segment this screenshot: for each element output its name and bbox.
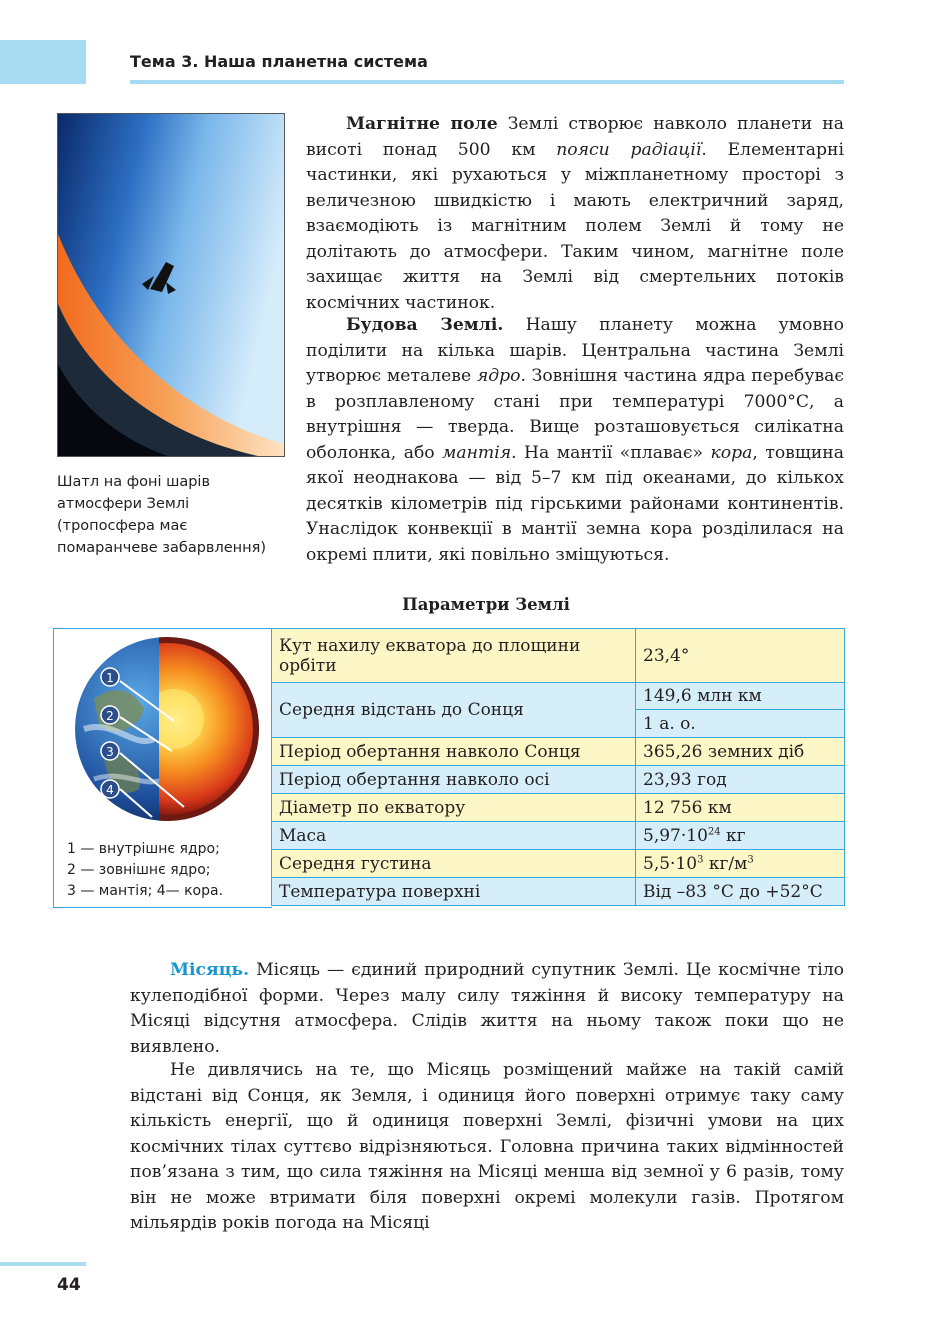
mass-exponent: 24 — [707, 825, 721, 837]
value-cell: 23,4° — [636, 629, 845, 683]
layer-marker-4: 4 — [106, 783, 114, 797]
table-row — [272, 794, 845, 822]
table-title: Параметри Землі — [402, 595, 570, 614]
value-cell: 149,6 млн км — [636, 683, 845, 710]
value-cell — [636, 850, 845, 878]
param-cell: Маса — [272, 822, 636, 850]
param-cell: Період обертання навколо осі — [272, 766, 636, 794]
value-cell: 12 756 км — [636, 794, 845, 822]
density-unit-exponent: 3 — [747, 853, 754, 865]
value-cell: 365,26 земних діб — [636, 738, 845, 766]
header-rule — [130, 80, 844, 84]
param-cell: Кут нахилу екватора до площини орбіти — [272, 629, 636, 683]
layers-legend — [67, 839, 223, 902]
earth-structure-term: Будова Землі. — [346, 315, 504, 335]
earth-cross-section-image — [54, 629, 272, 829]
earth-parameters-table — [271, 628, 845, 906]
mass-base: 5,97·10 — [643, 825, 708, 846]
core-term: ядро — [476, 366, 521, 386]
moon-term: Місяць. — [170, 960, 250, 980]
density-base: 5,5·10 — [643, 853, 698, 874]
structure-text-2: . Зовнішня частина ядра перебуває в розплавленому стані при температурі 7000°С, а внутрішня — тверда. Вище розташовується силікатна оболонка, або — [306, 366, 845, 463]
structure-text-4: , товщина якої неоднакова — від 5–7 км під океанами, до кількох десятків кілометрів під гірськими районами континентів. Унаслідок конвекції в мантії земна кора розділилася на окремі плити, які повільно зміщуються. — [306, 442, 844, 565]
header-tab-block — [0, 40, 86, 84]
value-cell: 1 а. о. — [636, 710, 845, 738]
moon-paragraph-2: Не дивлячись на те, що Місяць розміщений майже на такій самій відстані від Сонця, як Земля, і одиниця його поверхні отримує таку саму кількість енергії, що й одиниця поверхні Землі, фізичні умови на цих космічних тілах суттєво відрізняються. Головна причина таких відмінностей пов’язана з тим, що сила тяжіння на Місяці менша від земної у 6 разів, тому він не може втримати біля поверхні окремі молекули газів. Протягом мільярдів років погода на Місяці — [130, 1060, 844, 1233]
magnetic-text-1: Землі створює навколо планети на висоті понад 500 км — [306, 114, 844, 160]
value-cell — [636, 822, 845, 850]
magnetic-text-2: . Елементарні частинки, які рухаються у міжпланетному просторі з величезною швидкістю і мають електричний заряд, взаємодіють із магнітним полем Землі й тому не долітають до атмосфери. Таким чином, магнітне поле захищає життя на Землі від смертельних потоків космічних частинок. — [306, 139, 844, 313]
table-row — [272, 878, 845, 906]
param-cell: Діаметр по екватору — [272, 794, 636, 822]
density-exponent: 3 — [697, 853, 704, 865]
page-number: 44 — [57, 1275, 81, 1295]
table-row — [272, 629, 845, 683]
structure-text-1: Нашу планету можна умовно поділити на кілька шарів. Центральна частина Землі утворює металеве — [306, 315, 844, 386]
crust-term: кора — [710, 442, 753, 463]
layer-marker-1: 1 — [106, 671, 114, 685]
moon-text-1: Місяць — єдиний природний супутник Землі. Це космічне тіло кулеподібної форми. Через малу силу тяжіння й високу температуру на Місяці відсутня атмосфера. Слідів життя на ньому також поки що не виявлено. — [130, 960, 844, 1057]
radiation-belts-term: пояси радіації — [556, 139, 702, 160]
table-row — [272, 766, 845, 794]
table-row — [272, 738, 845, 766]
param-cell: Середня густина — [272, 850, 636, 878]
magnetic-field-term: Магнітне поле — [346, 114, 498, 134]
moon-paragraph-1 — [130, 958, 844, 1060]
density-unit: кг/м — [703, 853, 748, 874]
param-cell: Температура поверхні — [272, 878, 636, 906]
shuttle-photo — [57, 113, 285, 457]
legend-outer-core: 2 — зовнішнє ядро; — [67, 862, 211, 878]
footer-rule — [0, 1262, 86, 1266]
photo-caption: Шатл на фоні шарів атмосфери Землі (тропосфера має помаранчеве забарвлення) — [57, 474, 267, 556]
magnetic-field-paragraph — [306, 112, 844, 316]
table-row — [272, 850, 845, 878]
layer-marker-2: 2 — [106, 709, 114, 723]
layer-marker-3: 3 — [106, 745, 114, 759]
mass-unit: кг — [720, 825, 746, 846]
earth-layers-figure — [53, 628, 272, 908]
table-row — [272, 683, 845, 710]
earth-structure-paragraph — [306, 313, 844, 568]
value-cell: Від –83 °С до +52°С — [636, 878, 845, 906]
table-row — [272, 822, 845, 850]
shuttle-atmosphere-image — [58, 114, 284, 456]
mantle-term: мантія. — [442, 442, 517, 463]
structure-text-3: На мантії «плаває» — [516, 442, 711, 463]
header-title: Тема 3. Наша планетна система — [130, 52, 428, 71]
legend-inner-core: 1 — внутрішнє ядро; — [67, 841, 220, 857]
value-cell: 23,93 год — [636, 766, 845, 794]
param-cell: Середня відстань до Сонця — [272, 683, 636, 738]
param-cell: Період обертання навколо Сонця — [272, 738, 636, 766]
legend-mantle-crust: 3 — мантія; 4— кора. — [67, 883, 224, 899]
